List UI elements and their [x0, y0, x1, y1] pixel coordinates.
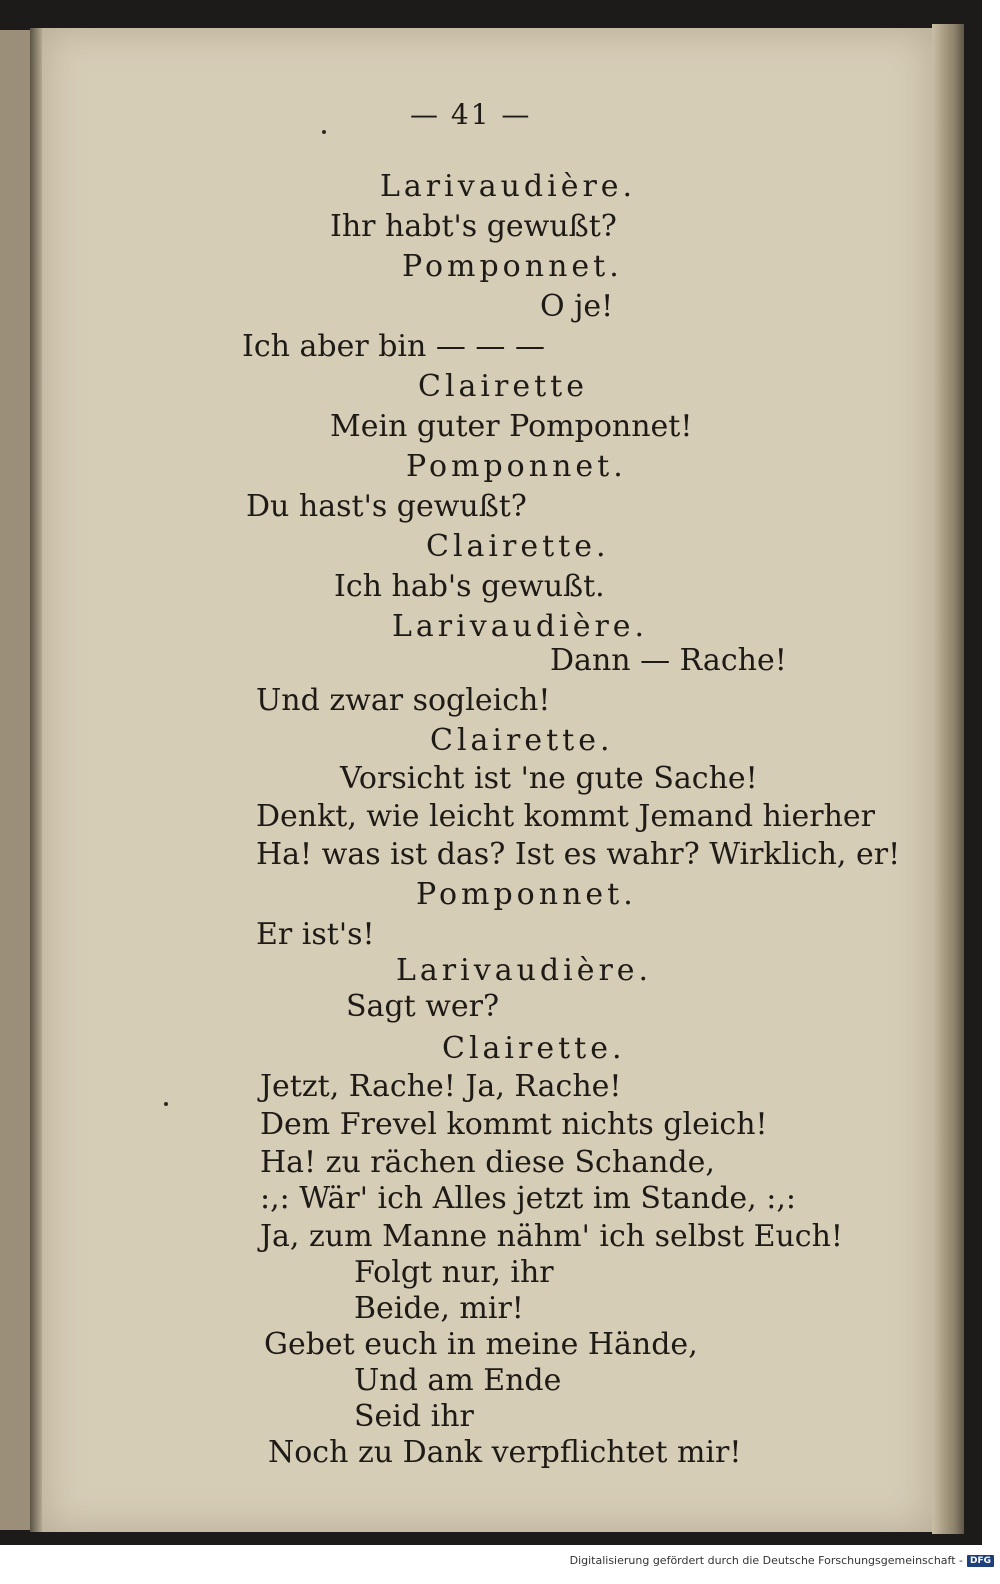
page-stack-edge — [932, 24, 964, 1534]
speaker-name: Larivaudière. — [396, 953, 653, 988]
verse-line: Und zwar sogleich! — [256, 683, 551, 718]
speaker-name: Clairette. — [430, 723, 614, 758]
left-page-edge — [0, 30, 30, 1530]
verse-line: Jetzt, Rache! Ja, Rache! — [260, 1069, 622, 1104]
ink-speck — [164, 1102, 168, 1106]
speaker-name: Pomponnet. — [402, 249, 623, 284]
speaker-name: Clairette. — [442, 1031, 626, 1066]
credit-text: Digitalisierung gefördert durch die Deutsche Forschungsgemeinschaft - — [569, 1554, 963, 1567]
digitization-credit — [570, 1554, 994, 1567]
verse-line: Noch zu Dank verpflichtet mir! — [268, 1435, 742, 1470]
verse-line: Ich aber bin — — — — [242, 329, 545, 364]
verse-line: Mein guter Pomponnet! — [330, 409, 693, 444]
verse-line: Vorsicht ist 'ne gute Sache! — [340, 761, 758, 796]
verse-line: O je! — [540, 289, 614, 324]
book-gutter — [30, 28, 42, 1532]
verse-line: Dem Frevel kommt nichts gleich! — [260, 1107, 768, 1142]
verse-line: Sagt wer? — [346, 989, 500, 1024]
verse-line: Ich hab's gewußt. — [334, 569, 605, 604]
speaker-name: Pomponnet. — [406, 449, 627, 484]
verse-line: Dann — Rache! — [550, 643, 787, 678]
speaker-name: Pomponnet. — [416, 877, 637, 912]
dfg-logo: DFG — [967, 1555, 994, 1567]
verse-line: Ihr habt's gewußt? — [330, 209, 617, 244]
verse-line: Gebet euch in meine Hände, — [264, 1327, 698, 1362]
verse-line: Du hast's gewußt? — [246, 489, 527, 524]
speaker-name: Clairette. — [426, 529, 610, 564]
verse-line: :,: Wär' ich Alles jetzt im Stande, :,: — [260, 1181, 797, 1216]
speaker-name: Clairette — [418, 369, 588, 404]
verse-line: Seid ihr — [354, 1399, 474, 1434]
verse-line: Ja, zum Manne nähm' ich selbst Euch! — [260, 1219, 843, 1254]
verse-line: Ha! zu rächen diese Schande, — [260, 1145, 715, 1180]
speaker-name: Larivaudière. — [392, 609, 649, 644]
verse-line: Beide, mir! — [354, 1291, 524, 1326]
verse-line: Denkt, wie leicht kommt Jemand hierher — [256, 799, 875, 834]
verse-line: Ha! was ist das? Ist es wahr? Wirklich, er! — [256, 837, 901, 872]
speaker-name: Larivaudière. — [380, 169, 637, 204]
page-number: — 41 — — [410, 98, 532, 131]
book-page — [42, 28, 932, 1532]
ink-speck — [322, 130, 326, 134]
verse-line: Folgt nur, ihr — [354, 1255, 554, 1290]
verse-line: Und am Ende — [354, 1363, 562, 1398]
verse-line: Er ist's! — [256, 917, 375, 952]
